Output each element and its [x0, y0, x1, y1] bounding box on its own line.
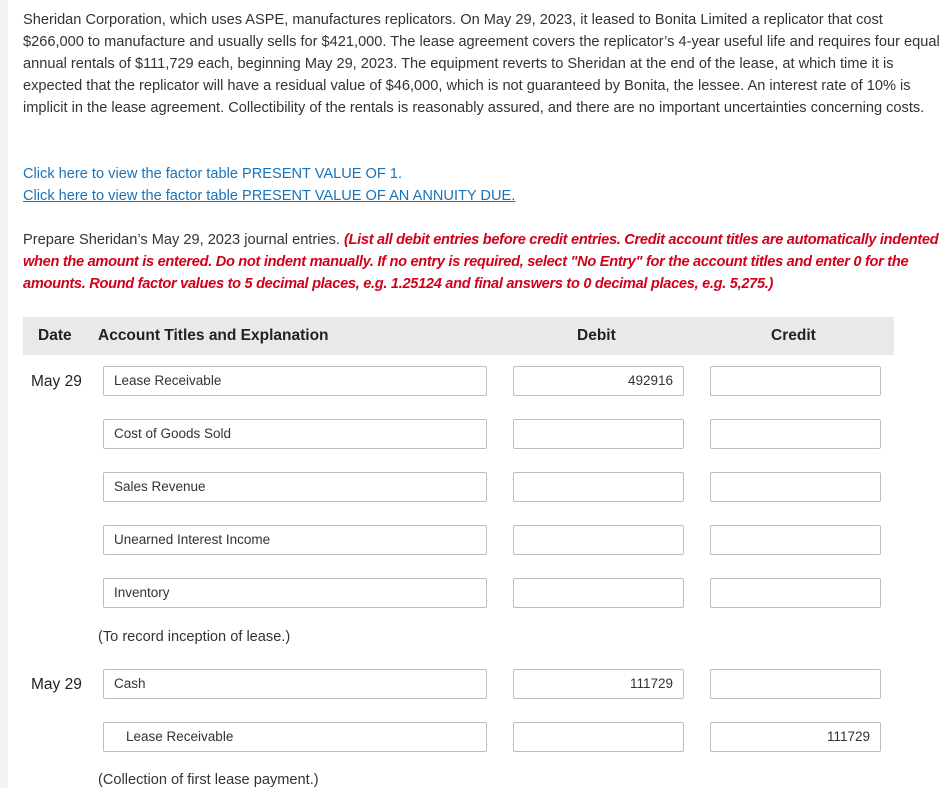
header-account: Account Titles and Explanation: [98, 327, 329, 344]
entry2-row2-credit[interactable]: 111729: [710, 722, 881, 752]
instructions: [23, 229, 947, 295]
entry1-row2-account[interactable]: Cost of Goods Sold: [103, 419, 487, 449]
problem-statement: Sheridan Corporation, which uses ASPE, manufactures replicators. On May 29, 2023, it leased to Bonita Limited a replicator that cost $266,000 to manufacture and usually sells for $421,000. The lease agreement covers the replicator’s 4-year useful life and requires four equal annual rentals of $111,729 each, beginning May 29, 2023. The equipment reverts to Sheridan at the end of the lease, at which time it is expected that the replicator will have a residual value of $46,000, which is not guaranteed by Bonita, the lessee. An interest rate of 10% is implicit in the lease agreement. Collectibility of the rentals is reasonably assured, and there are no important uncertainties concerning costs.: [23, 12, 940, 116]
entry1-row5-credit[interactable]: [710, 578, 881, 608]
instructions-lead: Prepare Sheridan’s May 29, 2023 journal entries.: [23, 232, 344, 248]
entry2-row2-debit[interactable]: [513, 722, 684, 752]
entry1-row5-account[interactable]: Inventory: [103, 578, 487, 608]
entry1-memo: (To record inception of lease.): [98, 629, 291, 645]
entry1-row1-credit[interactable]: [710, 366, 881, 396]
entry1-row1-debit[interactable]: 492916: [513, 366, 684, 396]
entry1-date: May 29: [31, 373, 82, 390]
pv-annuity-due-link[interactable]: Click here to view the factor table PRESENT VALUE OF AN ANNUITY DUE.: [23, 188, 516, 204]
instructions-note: (List all debit entries before credit entries. Credit account titles are automatically indented when the amount is entered. Do not indent manually. If no entry is required, select "No Entry" for the account titles and enter 0 for the amounts. Round factor values to 5 decimal places, e.g. 1.25124 and final answers to 0 decimal places, e.g. 5,275.): [23, 232, 939, 292]
journal-table-header: [23, 317, 894, 355]
header-date: Date: [38, 327, 72, 344]
entry1-row5-debit[interactable]: [513, 578, 684, 608]
entry2-row1-debit[interactable]: 111729: [513, 669, 684, 699]
entry1-row1-account[interactable]: Lease Receivable: [103, 366, 487, 396]
entry2-date: May 29: [31, 676, 82, 693]
entry1-row3-account[interactable]: Sales Revenue: [103, 472, 487, 502]
pv-of-1-link[interactable]: Click here to view the factor table PRESENT VALUE OF 1.: [23, 166, 403, 182]
entry2-row1-credit[interactable]: [710, 669, 881, 699]
entry1-row4-account[interactable]: Unearned Interest Income: [103, 525, 487, 555]
left-gutter: [0, 0, 8, 788]
entry2-row2-account[interactable]: Lease Receivable: [103, 722, 487, 752]
entry1-row3-credit[interactable]: [710, 472, 881, 502]
header-debit: Debit: [577, 327, 616, 344]
entry1-row2-debit[interactable]: [513, 419, 684, 449]
entry2-memo: (Collection of first lease payment.): [98, 772, 319, 788]
entry1-row4-debit[interactable]: [513, 525, 684, 555]
entry1-row4-credit[interactable]: [710, 525, 881, 555]
entry1-row3-debit[interactable]: [513, 472, 684, 502]
entry2-row1-account[interactable]: Cash: [103, 669, 487, 699]
entry1-row2-credit[interactable]: [710, 419, 881, 449]
header-credit: Credit: [771, 327, 816, 344]
